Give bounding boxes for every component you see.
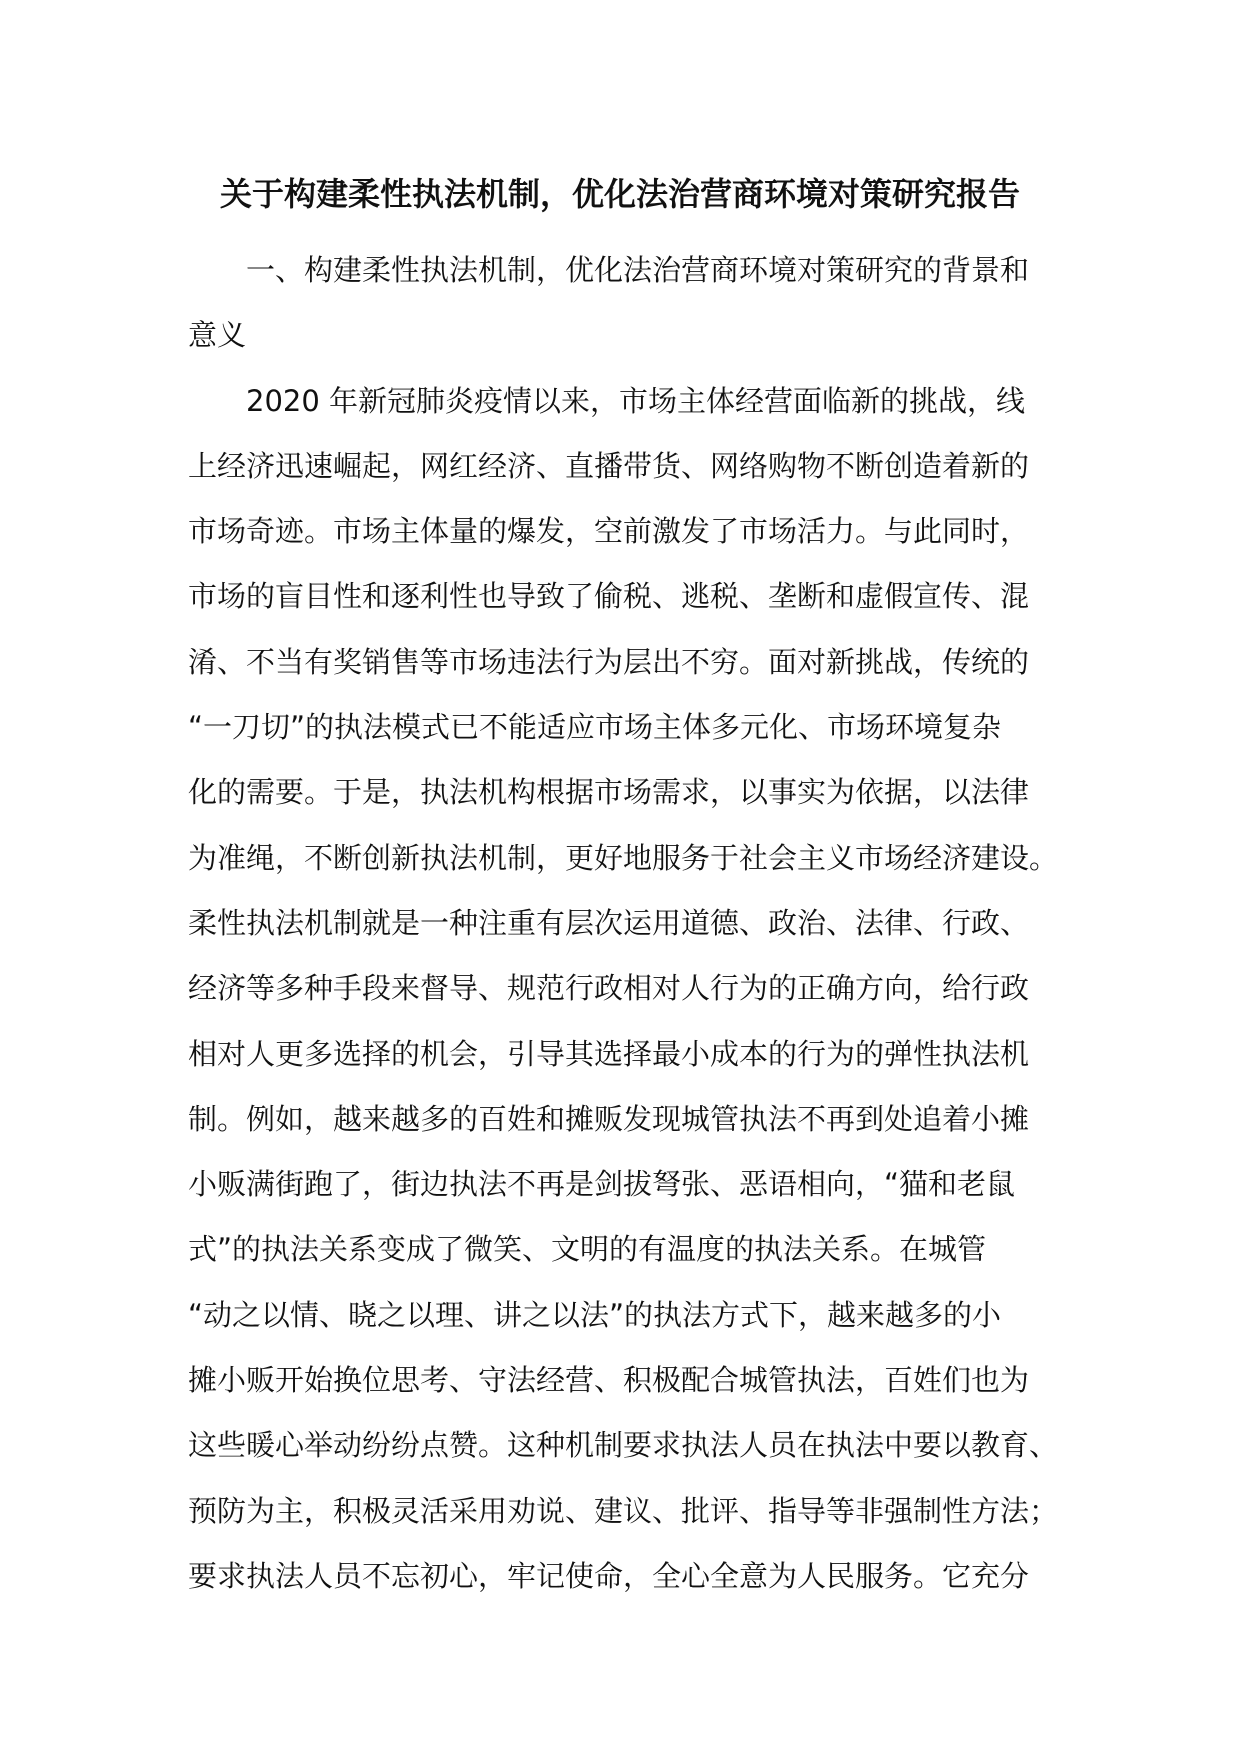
- paragraph-line: 市场奇迹。市场主体量的爆发，空前激发了市场活力。与此同时，: [188, 514, 1030, 549]
- paragraph-line: “一刀切”的执法模式已不能适应市场主体多元化、市场环境复杂: [188, 710, 1002, 745]
- section-heading-line: 一、构建柔性执法机制，优化法治营商环境对策研究的背景和: [246, 253, 1030, 287]
- paragraph-line: 上经济迅速崛起，网红经济、直播带货、网络购物不断创造着新的: [188, 448, 1030, 483]
- paragraph-line: 柔性执法机制就是一种注重有层次运用道德、政治、法律、行政、: [188, 905, 1030, 940]
- paragraph-line: 预防为主，积极灵活采用劝说、建议、批评、指导等非强制性方法；: [188, 1493, 1059, 1528]
- paragraph-line: 制。例如，越来越多的百姓和摊贩发现城管执法不再到处追着小摊: [188, 1101, 1030, 1136]
- paragraph-line: 化的需要。于是，执法机构根据市场需求，以事实为依据，以法律: [188, 775, 1030, 810]
- paragraph-line: 这些暖心举动纷纷点赞。这种机制要求执法人员在执法中要以教育、: [188, 1428, 1059, 1463]
- paragraph-line: 摊小贩开始换位思考、守法经营、积极配合城管执法，百姓们也为: [188, 1363, 1030, 1398]
- paragraph-line: 为准绳，不断创新执法机制，更好地服务于社会主义市场经济建设。: [188, 840, 1059, 875]
- paragraph-line: 小贩满街跑了，街边执法不再是剑拔弩张、恶语相向，“猫和老鼠: [188, 1167, 1016, 1202]
- paragraph-line: 相对人更多选择的机会，引导其选择最小成本的行为的弹性执法机: [188, 1036, 1030, 1071]
- document-body: [188, 238, 1068, 1609]
- paragraph-line: 要求执法人员不忘初心，牢记使命，全心全意为人民服务。它充分: [188, 1558, 1030, 1593]
- paragraph-line: 2020 年新冠肺炎疫情以来，市场主体经营面临新的挑战，线: [246, 383, 1026, 418]
- document-title: 关于构建柔性执法机制，优化法治营商环境对策研究报告: [219, 175, 1020, 213]
- paragraph-line: 式”的执法关系变成了微笑、文明的有温度的执法关系。在城管: [188, 1232, 987, 1267]
- paragraph-line: 淆、不当有奖销售等市场违法行为层出不穷。面对新挑战，传统的: [188, 644, 1030, 679]
- section-heading-line: 意义: [188, 318, 247, 353]
- paragraph-line: “动之以情、晓之以理、讲之以法”的执法方式下，越来越多的小: [188, 1297, 1002, 1332]
- paragraph-line: 市场的盲目性和逐利性也导致了偷税、逃税、垄断和虚假宣传、混: [188, 579, 1030, 614]
- paragraph-line: 经济等多种手段来督导、规范行政相对人行为的正确方向，给行政: [188, 971, 1030, 1006]
